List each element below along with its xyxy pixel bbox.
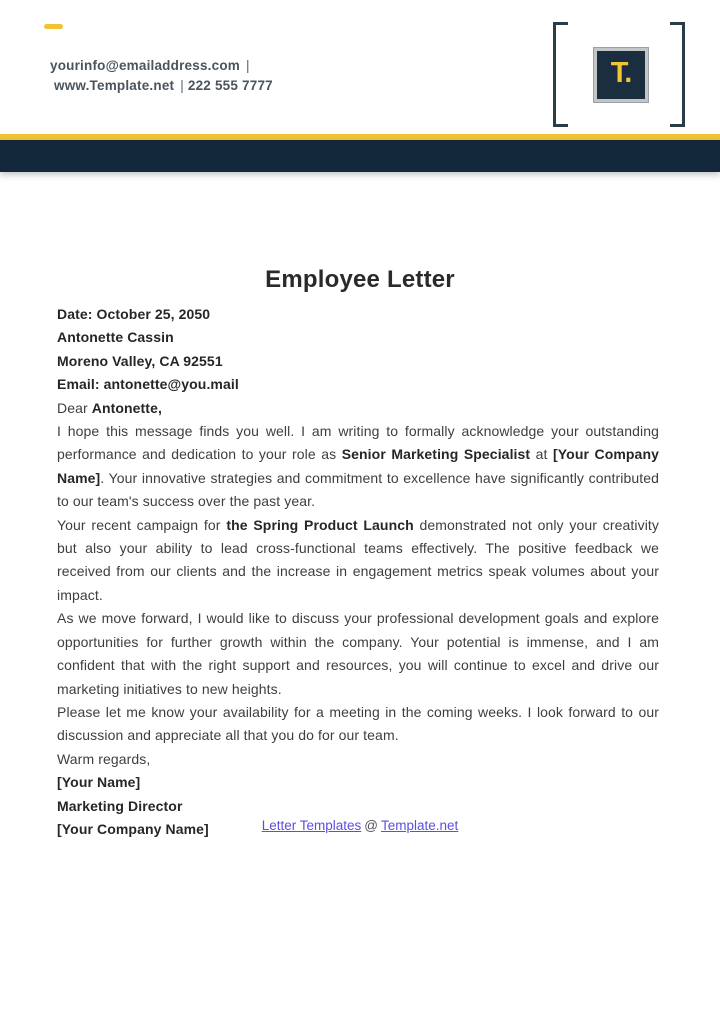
template-net-link[interactable]: Template.net <box>380 818 459 833</box>
signature-title: Marketing Director <box>57 797 183 814</box>
letter-body <box>57 303 659 841</box>
recipient-address: Moreno Valley, CA 92551 <box>57 352 223 369</box>
contact-separator: | <box>180 77 184 93</box>
paragraph-1: I hope this message finds you well. I am writing to formally acknowledge your outstanding performance and dedication to your role as Senior Marketing Specialist at [Your Company Name]. Your innovative strategies and commitment to excellence have significantly contributed to our team's success over the past year. <box>57 423 659 510</box>
page-title: Employee Letter <box>265 266 455 293</box>
signature-name: [Your Name] <box>57 774 141 791</box>
paragraph-4: Please let me know your availability for a meeting in the coming weeks. I look forward to our discussion and appreciate all that you do for our team. <box>57 703 659 744</box>
date-line: Date: October 25, 2050 <box>57 306 211 322</box>
logo-bracket-left-icon <box>553 22 568 127</box>
paragraph-2: Your recent campaign for the Spring Product Launch demonstrated not only your creativity but also your ability to lead cross-functional teams effectively. The positive feedback we received from our clients and the increase in engagement metrics speak volumes about your impact. <box>57 516 660 603</box>
logo-bracket-right-icon <box>670 22 685 127</box>
recipient-email: Email: antonette@you.mail <box>57 376 239 393</box>
logo-box <box>594 48 648 102</box>
recipient-name: Antonette Cassin <box>57 329 174 346</box>
at-symbol: @ <box>364 818 378 833</box>
paragraph-3: As we move forward, I would like to discuss your professional development goals and explore opportunities for further growth within the company. Your potential is immense, and I am confident that with the right support and resources, you will continue to excel and drive our marketing initiatives to new heights. <box>57 610 659 697</box>
header-navy-bar <box>0 140 720 172</box>
letter-templates-link[interactable]: Letter Templates <box>261 818 362 833</box>
contact-website: www.Template.net <box>54 77 175 93</box>
contact-phone: 222 555 7777 <box>187 77 273 93</box>
contact-email: yourinfo@emailaddress.com <box>50 58 240 73</box>
accent-dash <box>44 24 63 29</box>
contact-line-email <box>50 56 273 76</box>
contact-separator: | <box>245 58 250 73</box>
contact-info <box>50 56 273 95</box>
contact-line-site-phone <box>50 76 273 96</box>
logo-monogram: T. <box>610 56 632 89</box>
closing-line: Warm regards, <box>57 750 151 767</box>
signature-company: [Your Company Name] <box>57 820 209 837</box>
salutation: Dear Antonette, <box>57 399 162 416</box>
company-logo <box>553 22 685 127</box>
footer-attribution <box>0 814 720 837</box>
